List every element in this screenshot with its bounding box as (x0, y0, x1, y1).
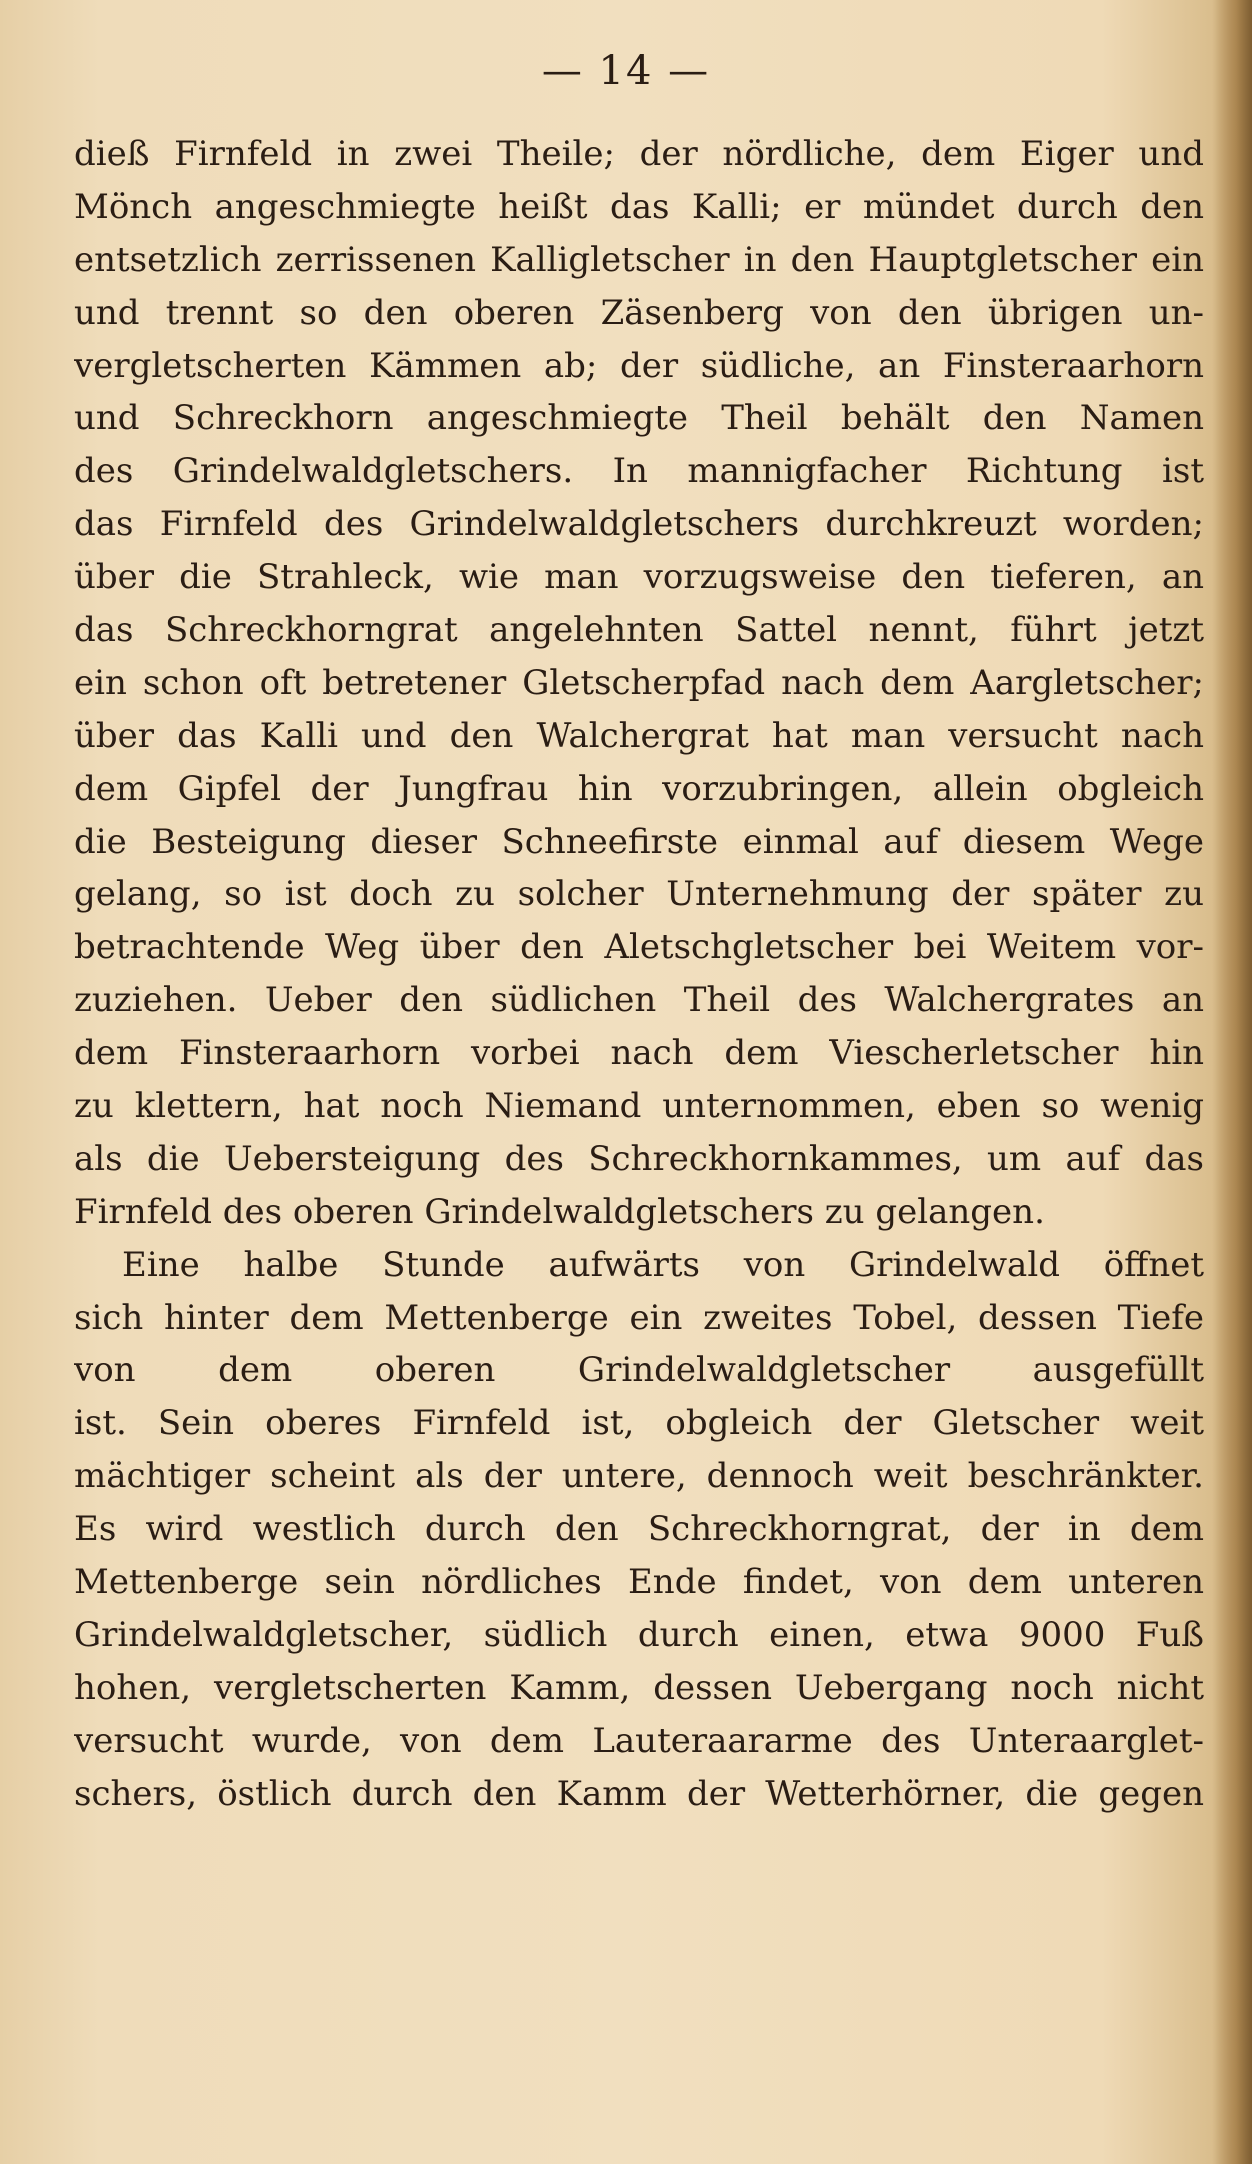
page-number: — 14 — (541, 48, 711, 94)
text-line: sich hinter dem Mettenberge ein zweites Tobel, dessen Tiefe (74, 1297, 1204, 1338)
text-line: ist. Sein oberes Firnfeld ist, obgleich der Gletscher weit (74, 1403, 1204, 1444)
text-line: zu klettern, hat noch Niemand unternommen, eben so wenig (74, 1086, 1204, 1127)
text-line: versucht wurde, von dem Lauteraararme des Unteraarglet- (74, 1720, 1204, 1761)
text-line: Mönch angeschmiegte heißt das Kalli; er mündet durch den (74, 186, 1204, 227)
text-line: entsetzlich zerrissenen Kalligletscher in den Hauptgletscher ein (74, 239, 1204, 280)
text-line: das Firnfeld des Grindelwaldgletschers durchkreuzt worden; (74, 504, 1204, 545)
text-line: zuziehen. Ueber den südlichen Theil des Walchergrates an (74, 980, 1204, 1021)
text-line: gelang, so ist doch zu solcher Unternehmung der später zu (74, 874, 1204, 915)
text-line: Eine halbe Stunde aufwärts von Grindelwald öffnet (122, 1244, 1204, 1285)
text-line: dem Finsteraarhorn vorbei nach dem Viescherletscher hin (74, 1033, 1204, 1074)
text-line: des Grindelwaldgletschers. In mannigfacher Richtung ist (74, 451, 1204, 492)
text-line: über das Kalli und den Walchergrat hat man versucht nach (74, 715, 1204, 756)
text-line: ein schon oft betretener Gletscherpfad nach dem Aargletscher; (74, 662, 1204, 703)
text-line: mächtiger scheint als der untere, dennoch weit beschränkter. (74, 1456, 1204, 1497)
text-line: Es wird westlich durch den Schreckhorngrat, der in dem (74, 1509, 1204, 1550)
text-line: dem Gipfel der Jungfrau hin vorzubringen, allein obgleich (74, 768, 1204, 809)
text-line: und Schreckhorn angeschmiegte Theil behält den Namen (74, 398, 1204, 439)
text-line: das Schreckhorngrat angelehnten Sattel nennt, führt jetzt (74, 610, 1204, 651)
text-line: vergletscherten Kämmen ab; der südliche, an Finsteraarhorn (74, 345, 1204, 386)
text-line: Firnfeld des oberen Grindelwaldgletschers zu gelangen. (74, 1191, 1045, 1232)
text-line: schers, östlich durch den Kamm der Wetterhörner, die gegen (74, 1773, 1204, 1814)
text-line: von dem oberen Grindelwaldgletscher ausgefüllt (74, 1350, 1204, 1391)
text-line: über die Strahleck, wie man vorzugsweise den tieferen, an (74, 557, 1204, 598)
text-line: und trennt so den oberen Zäsenberg von den übrigen un- (74, 292, 1204, 333)
body-text (74, 128, 1204, 1821)
text-line: dieß Firnfeld in zwei Theile; der nördliche, dem Eiger und (74, 134, 1204, 174)
text-line: betrachtende Weg über den Aletschgletscher bei Weitem vor- (74, 927, 1204, 968)
text-line: Mettenberge sein nördliches Ende findet, von dem unteren (74, 1562, 1204, 1603)
text-line: als die Uebersteigung des Schreckhornkammes, um auf das (74, 1138, 1204, 1179)
text-line: die Besteigung dieser Schneefirste einmal auf diesem Wege (74, 821, 1204, 862)
page-edge-shadow (1212, 0, 1252, 2164)
text-line: Grindelwaldgletscher, südlich durch einen, etwa 9000 Fuß (74, 1614, 1204, 1655)
text-line: hohen, vergletscherten Kamm, dessen Uebergang noch nicht (74, 1667, 1204, 1708)
